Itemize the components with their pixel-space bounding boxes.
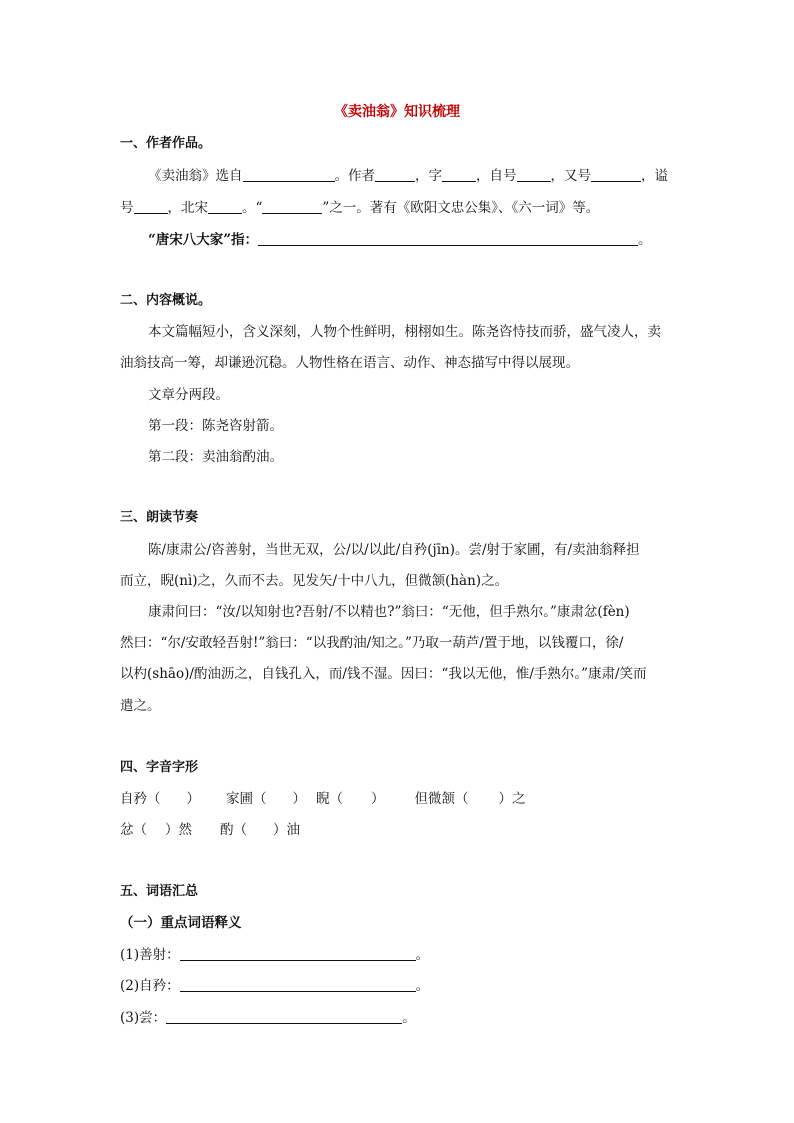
definition-item bbox=[120, 977, 429, 995]
text: (3)尝： bbox=[120, 1010, 167, 1026]
reading-line: 以杓(shāo)/酌油沥之，自钱孔入，而/钱不湿。因曰：“我以无他，惟/手熟尔。”康肃/笑而 bbox=[120, 666, 647, 682]
fill-blank[interactable] bbox=[517, 167, 551, 182]
text: ）之 bbox=[498, 791, 526, 807]
text: 忿（ bbox=[120, 822, 147, 838]
text: 。 bbox=[415, 978, 430, 994]
text: ） bbox=[292, 791, 306, 807]
paragraph-line: 文章分两段。 bbox=[148, 387, 229, 403]
text: ） bbox=[186, 791, 200, 807]
section-4-heading: 四、字音字形 bbox=[120, 760, 199, 775]
paragraph-line: 油翁技高一筹，却谦逊沉稳。人物性格在语言、动作、神态描写中得以展现。 bbox=[120, 355, 579, 371]
text: ，北宋 bbox=[167, 200, 208, 216]
text: ，自号 bbox=[476, 168, 517, 184]
text: 。作者 bbox=[334, 168, 375, 184]
section-1-line-3 bbox=[148, 231, 652, 249]
text: ，字 bbox=[415, 168, 442, 184]
section-2-heading: 二、内容概说。 bbox=[120, 293, 212, 308]
text: 自矜（ bbox=[120, 791, 161, 807]
fill-blank[interactable] bbox=[262, 199, 322, 214]
fill-blank[interactable] bbox=[375, 167, 415, 182]
text: 酌（ bbox=[220, 822, 247, 838]
reading-line: 然曰：“尔/安敢轻吾射!”翁曰：“以我酌油/知之。”乃取一葫芦/置于地，以钱覆口，徐/ bbox=[120, 635, 624, 651]
text: ） bbox=[371, 791, 385, 807]
reading-line: 康肃问曰：“汝/以知射也?吾射/不以精也?”翁曰：“无他，但手熟尔。”康肃忿(fèn) bbox=[148, 604, 630, 620]
section-5-heading: 五、词语汇总 bbox=[120, 884, 199, 899]
definition-item bbox=[120, 946, 429, 964]
text: 睨（ bbox=[316, 791, 343, 807]
fill-blank[interactable] bbox=[166, 1009, 402, 1024]
section-1-heading: 一、作者作品。 bbox=[120, 136, 212, 151]
fill-blank[interactable] bbox=[243, 167, 335, 182]
text: 但微颔（ bbox=[414, 791, 469, 807]
reading-line: 遣之。 bbox=[120, 698, 161, 714]
section-3-heading: 三、朗读节奏 bbox=[120, 510, 199, 525]
fill-blank[interactable] bbox=[208, 199, 242, 214]
section-1-line-2 bbox=[120, 199, 599, 217]
pronunciation-row bbox=[120, 790, 526, 808]
fill-blank[interactable] bbox=[591, 167, 641, 182]
text: ，谥 bbox=[641, 168, 668, 184]
section-1-line-1 bbox=[148, 167, 668, 185]
fill-blank[interactable] bbox=[134, 199, 168, 214]
text: ”之一。著有《欧阳文忠公集》、《六一词》等。 bbox=[322, 200, 600, 216]
fill-blank[interactable] bbox=[180, 946, 416, 961]
text: 号 bbox=[120, 200, 134, 216]
text: ）然 bbox=[165, 822, 192, 838]
fill-blank[interactable] bbox=[442, 167, 476, 182]
paragraph-line: 第二段：卖油翁酌油。 bbox=[148, 449, 283, 465]
text: 。“ bbox=[242, 200, 263, 216]
text: ）油 bbox=[273, 822, 300, 838]
reading-line: 而立，睨(nì)之，久而不去。见发矢/十中八九，但微颔(hàn)之。 bbox=[120, 573, 509, 589]
definition-item bbox=[120, 1009, 416, 1027]
paragraph-line: 本文篇幅短小，含义深刻，人物个性鲜明，栩栩如生。陈尧咨恃技而骄，盛气凌人，卖 bbox=[148, 324, 661, 340]
document-title: 《卖油翁》知识梳理 bbox=[334, 104, 460, 120]
subsection-heading: （一）重点词语释义 bbox=[120, 915, 242, 931]
text: “唐宋八大家”指： bbox=[148, 232, 259, 248]
text: 。 bbox=[415, 947, 430, 963]
pronunciation-row bbox=[120, 821, 300, 839]
text: (2)自矜： bbox=[120, 978, 180, 994]
fill-blank[interactable] bbox=[180, 977, 416, 992]
text: 家圃（ bbox=[226, 791, 267, 807]
text: ，又号 bbox=[550, 168, 591, 184]
reading-line: 陈/康肃公/咨善射，当世无双，公/以/以此/自矜(jīn)。尝/射于家圃，有/卖油翁释担 bbox=[148, 542, 640, 558]
paragraph-line: 第一段：陈尧咨射箭。 bbox=[148, 418, 283, 434]
text: 。 bbox=[402, 1010, 416, 1026]
text: (1)善射： bbox=[120, 947, 180, 963]
text: 《卖油翁》选自 bbox=[148, 168, 243, 184]
fill-blank[interactable] bbox=[258, 231, 638, 246]
text: 。 bbox=[638, 232, 652, 248]
